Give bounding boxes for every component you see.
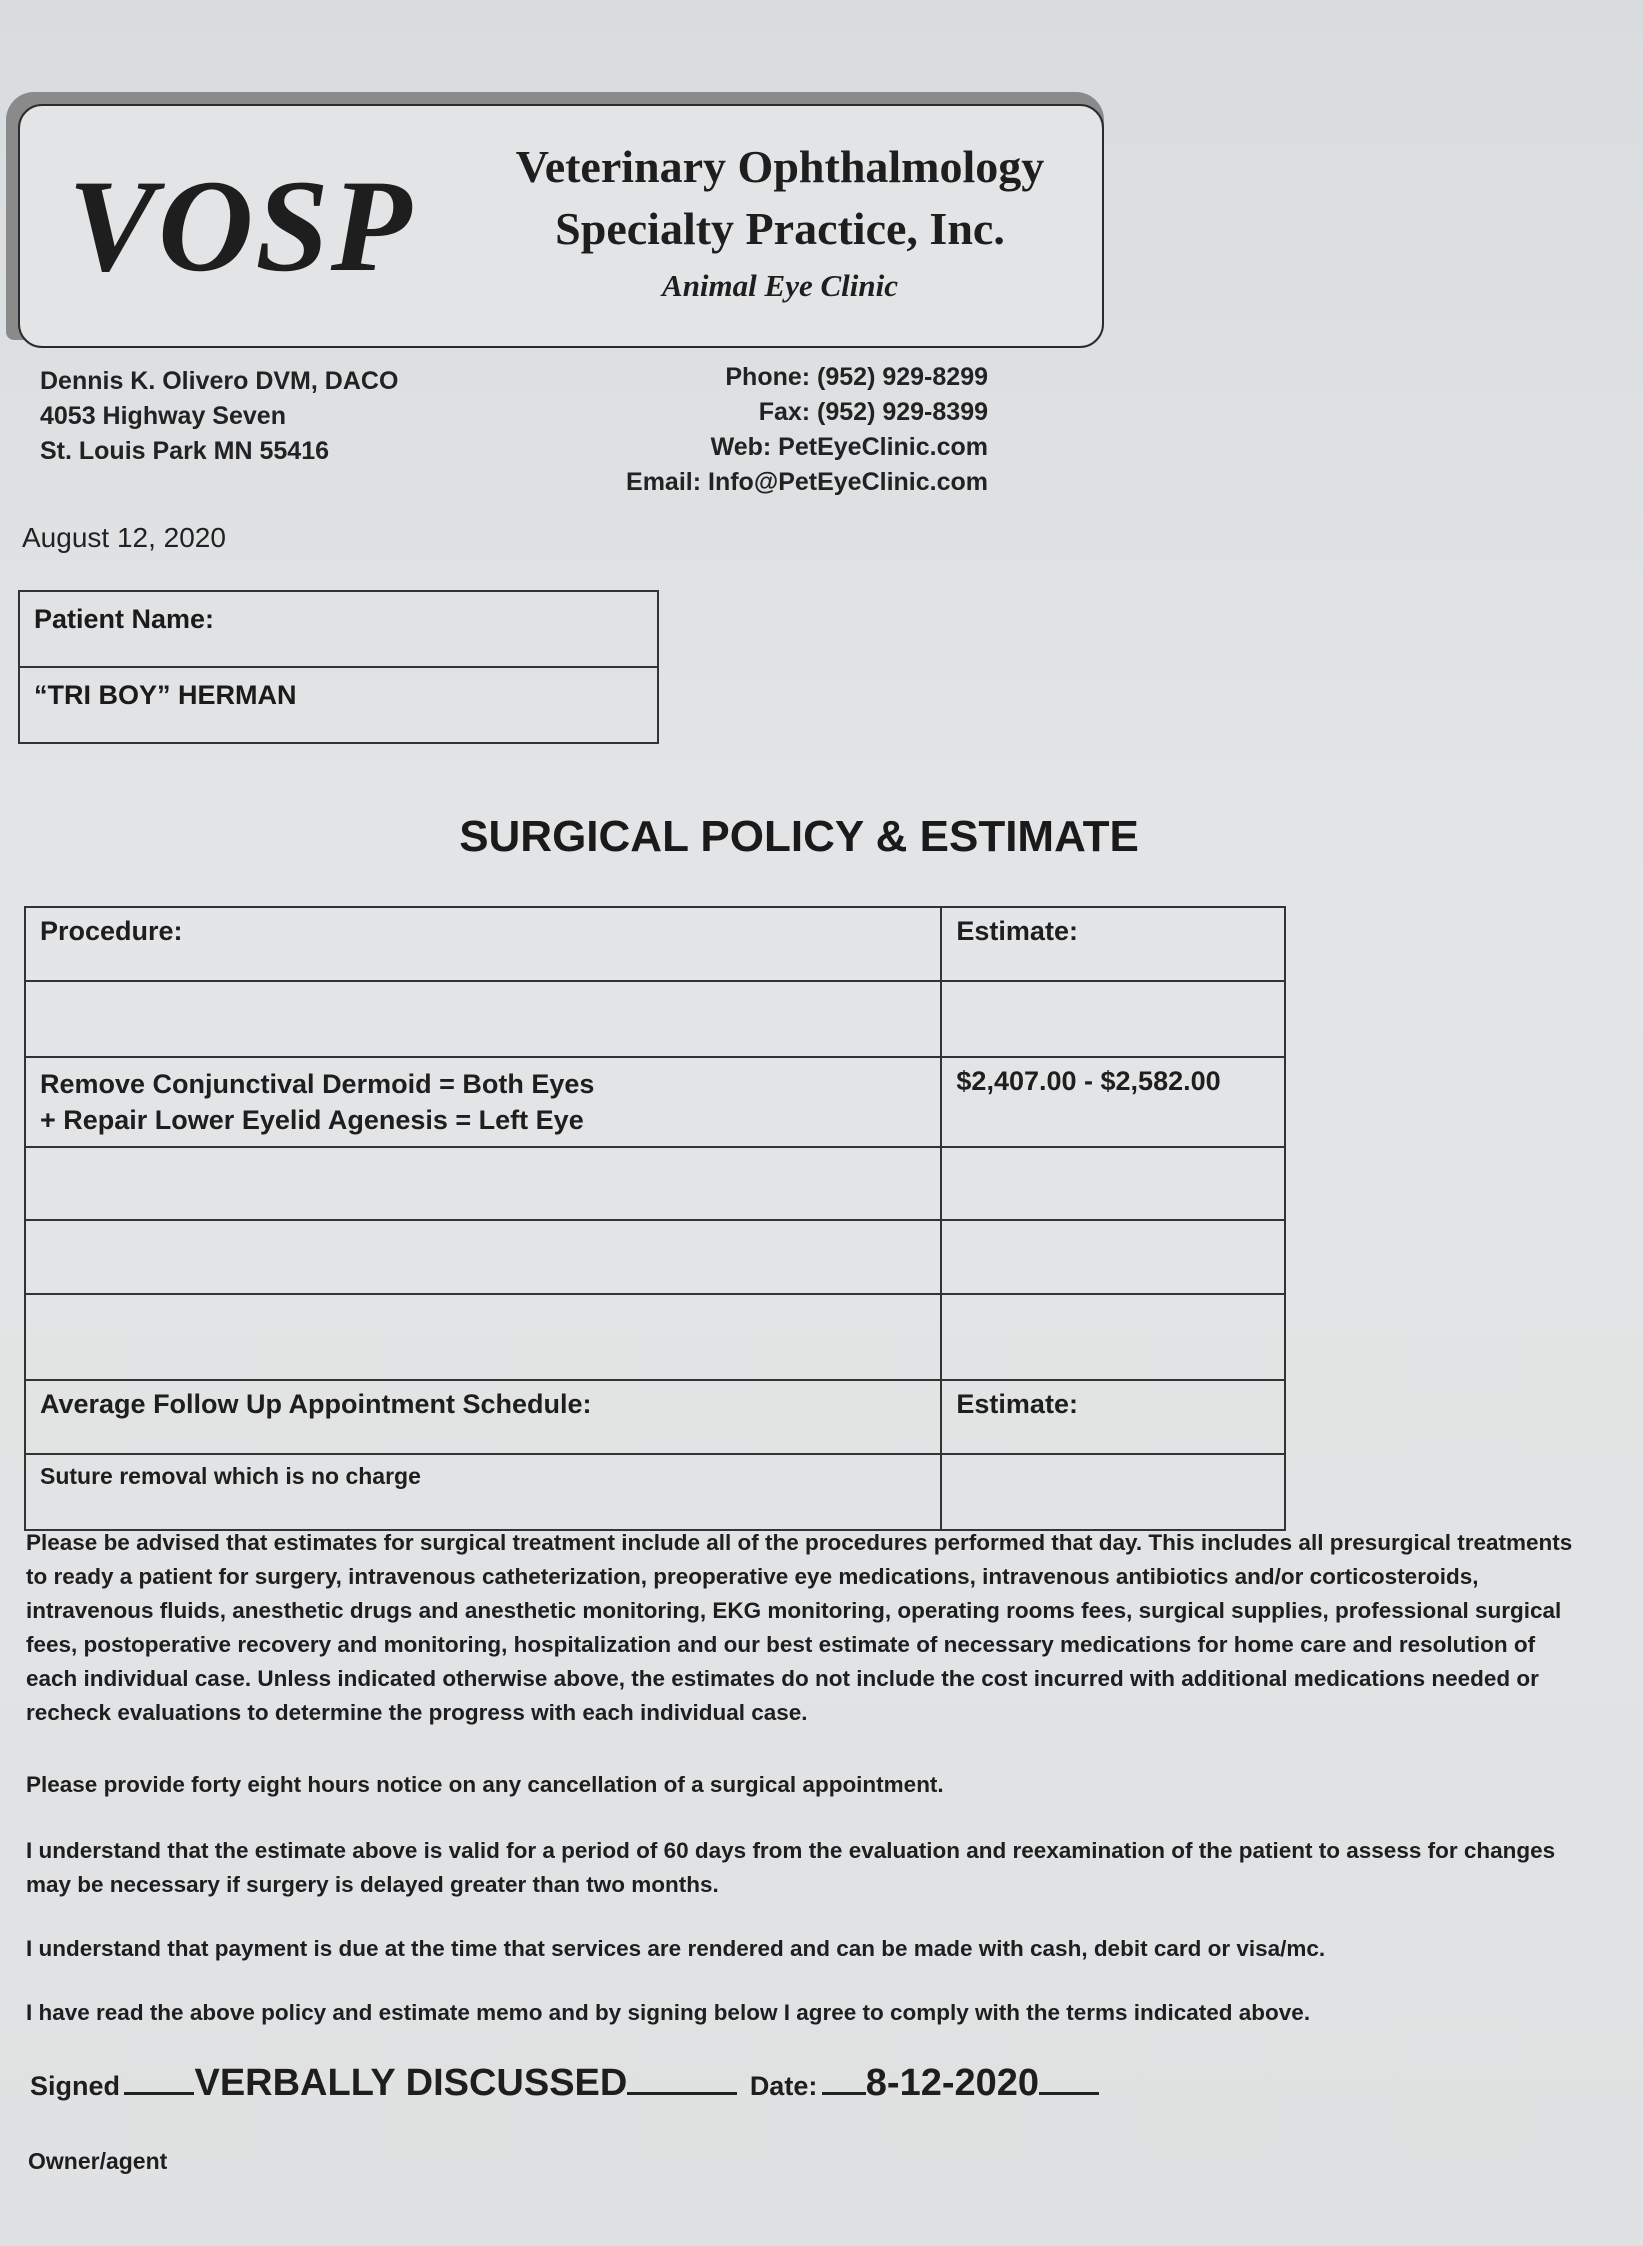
doctor-name: Dennis K. Olivero DVM, DACO [40,367,399,395]
empty-cell [941,1220,1285,1294]
estimate-table [24,906,1286,1531]
table-row [25,1294,1285,1380]
table-row [25,1147,1285,1220]
estimate-header: Estimate: [941,907,1285,981]
contact-block [560,360,988,500]
procedure-header: Procedure: [25,907,941,981]
table-row [25,981,1285,1057]
date-label: Date: [749,2071,818,2101]
patient-name: “TRI BOY” HERMAN [20,666,657,740]
street-address: 4053 Highway Seven [40,402,286,430]
clinic-address [40,364,398,469]
signature-underline [124,2062,194,2095]
policy-paragraph-4: I understand that payment is due at the time that services are rendered and can be made with cash, debit card or visa/mc. [26,1936,1326,1961]
table-row [25,907,1285,981]
phone-line: Phone: (952) 929-8299 [725,363,988,391]
table-row [25,1380,1285,1454]
policy-paragraph-2: Please provide forty eight hours notice on any cancellation of a surgical appointment. [26,1772,944,1797]
web-line: Web: PetEyeClinic.com [710,433,988,461]
policy-paragraph-1: Please be advised that estimates for surgical treatment include all of the procedures performed that day. This includes all presurgical treatments to ready a patient for surgery, intravenous catheterization, preoperative eye medications, intravenous antibiotics and/or corticosteroids, intravenous fluids, anesthetic drugs and anesthetic monitoring, EKG monitoring, operating rooms fees, surgical supplies, professional surgical fees, postoperative recovery and monitoring, hospitalization and our best estimate of necessary medications for home care and resolution of each individual case. Unless indicated otherwise above, the estimates do not include the cost incurred with additional medications needed or recheck evaluations to determine the progress with each individual case. [26,1530,1573,1725]
email-line: Email: Info@PetEyeClinic.com [626,468,988,496]
empty-cell [941,1454,1285,1530]
followup-estimate-header: Estimate: [941,1380,1285,1454]
empty-cell [25,1220,941,1294]
table-row [25,1220,1285,1294]
clinic-tagline: Animal Eye Clinic [662,268,898,303]
empty-cell [25,1147,941,1220]
signature-underline [627,2062,737,2095]
date-underline [1039,2062,1099,2095]
empty-cell [941,981,1285,1057]
empty-cell [941,1147,1285,1220]
clinic-name-line1: Veterinary Ophthalmology [515,141,1045,192]
procedure-line-2: + Repair Lower Eyelid Agenesis = Left Eye [40,1105,584,1135]
vosp-logo: VOSP [68,152,414,299]
signed-date: 8-12-2020 [865,2062,1040,2104]
clinic-name [480,136,1080,260]
followup-item: Suture removal which is no charge [25,1454,941,1530]
city-address: St. Louis Park MN 55416 [40,437,330,465]
policy-paragraph-3: I understand that the estimate above is valid for a period of 60 days from the evaluation and reexamination of the patient to assess for changes may be necessary if surgery is delayed greater than two months. [26,1838,1556,1897]
signature-line [30,2062,1099,2105]
clinic-name-line2: Specialty Practice, Inc. [555,203,1005,254]
procedure-estimate: $2,407.00 - $2,582.00 [941,1057,1285,1147]
patient-box [18,590,659,744]
patient-label: Patient Name: [34,604,215,634]
procedure-line-1: Remove Conjunctival Dermoid = Both Eyes [40,1069,595,1099]
document-date: August 12, 2020 [22,522,226,553]
owner-agent-label: Owner/agent [28,2148,168,2174]
table-row [25,1454,1285,1530]
signed-value: VERBALLY DISCUSSED [194,2062,628,2104]
followup-header: Average Follow Up Appointment Schedule: [25,1380,941,1454]
policy-paragraph-5: I have read the above policy and estimate memo and by signing below I agree to comply with the terms indicated above. [26,2000,1311,2025]
signed-label: Signed [30,2071,121,2101]
empty-cell [941,1294,1285,1380]
page-title: SURGICAL POLICY & ESTIMATE [459,812,1139,861]
empty-cell [25,1294,941,1380]
empty-cell [25,981,941,1057]
table-row [25,1057,1285,1147]
procedure-cell [25,1057,941,1147]
fax-line: Fax: (952) 929-8399 [758,398,988,426]
date-underline [822,2062,866,2095]
